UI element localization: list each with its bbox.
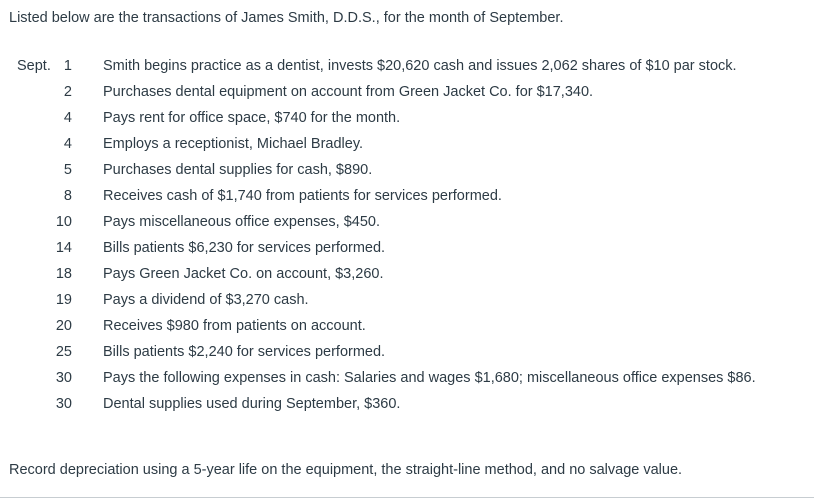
transaction-description: Bills patients $2,240 for services performed.: [103, 344, 386, 360]
transaction-day: 4: [63, 136, 72, 152]
transaction-day: 8: [63, 188, 72, 204]
transaction-day: 20: [55, 318, 72, 334]
transaction-row: [0, 82, 814, 108]
month-label: Sept.: [17, 58, 51, 74]
transaction-row: [0, 394, 814, 420]
transaction-day: 2: [63, 84, 72, 100]
transaction-row: [0, 342, 814, 368]
transaction-row: [0, 186, 814, 212]
transaction-row: [0, 368, 814, 394]
transaction-description: Pays rent for office space, $740 for the month.: [103, 110, 401, 126]
transaction-description: Purchases dental equipment on account from Green Jacket Co. for $17,340.: [103, 84, 594, 100]
transaction-row: [0, 108, 814, 134]
transaction-description: Pays a dividend of $3,270 cash.: [103, 292, 309, 308]
transaction-row: [0, 212, 814, 238]
transaction-day: 10: [55, 214, 72, 230]
transaction-day: 30: [55, 396, 72, 412]
transaction-row: [0, 316, 814, 342]
transaction-description: Pays the following expenses in cash: Salaries and wages $1,680; miscellaneous office expenses $86.: [103, 370, 756, 386]
transaction-row: [0, 290, 814, 316]
transaction-row: [0, 264, 814, 290]
transactions-table: [0, 56, 814, 420]
bottom-divider: [0, 497, 814, 498]
transaction-day: 5: [63, 162, 72, 178]
transaction-description: Pays Green Jacket Co. on account, $3,260.: [103, 266, 384, 282]
intro-text: Listed below are the transactions of James Smith, D.D.S., for the month of September.: [9, 10, 564, 26]
transaction-day: 18: [55, 266, 72, 282]
transaction-day: 25: [55, 344, 72, 360]
transaction-row: [0, 56, 814, 82]
transaction-row: [0, 160, 814, 186]
transaction-day: 30: [55, 370, 72, 386]
transaction-description: Purchases dental supplies for cash, $890.: [103, 162, 373, 178]
transaction-description: Employs a receptionist, Michael Bradley.: [103, 136, 364, 152]
instruction-text: Record depreciation using a 5-year life on the equipment, the straight-line method, and no salvage value.: [9, 462, 683, 478]
transaction-description: Receives $980 from patients on account.: [103, 318, 366, 334]
transaction-day: 19: [55, 292, 72, 308]
transaction-row: [0, 238, 814, 264]
transaction-day: 14: [55, 240, 72, 256]
transaction-description: Smith begins practice as a dentist, invests $20,620 cash and issues 2,062 shares of $10 par stock.: [103, 58, 737, 74]
transaction-day: 4: [63, 110, 72, 126]
transaction-description: Receives cash of $1,740 from patients for services performed.: [103, 188, 502, 204]
transaction-description: Dental supplies used during September, $360.: [103, 396, 401, 412]
transaction-day: 1: [63, 58, 72, 74]
transaction-row: [0, 134, 814, 160]
transaction-description: Pays miscellaneous office expenses, $450.: [103, 214, 381, 230]
transaction-description: Bills patients $6,230 for services performed.: [103, 240, 386, 256]
